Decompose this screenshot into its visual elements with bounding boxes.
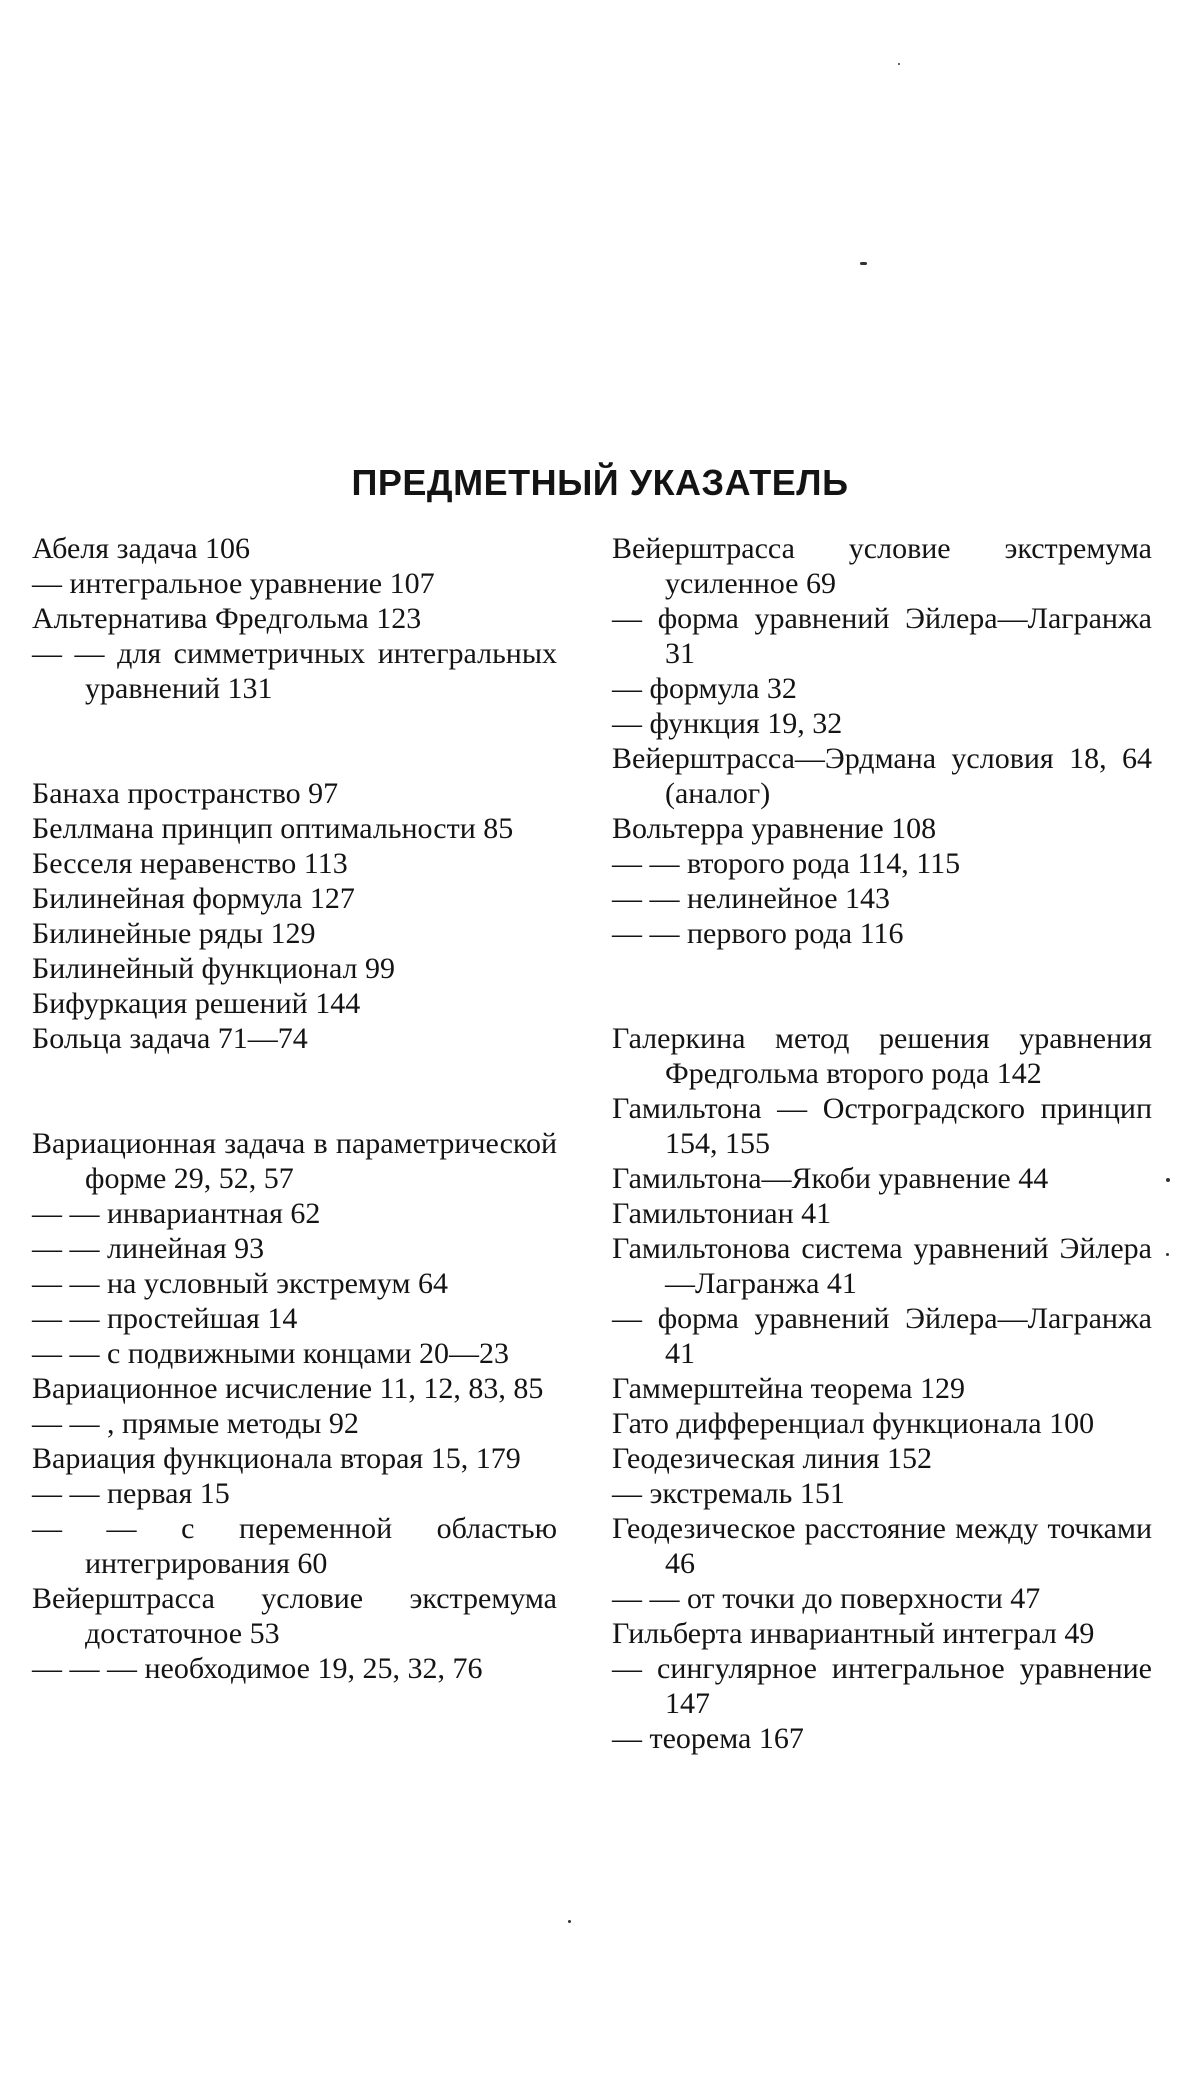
index-entry: — форма уравнений Эйлера—Лагранжа 31 <box>612 602 1152 670</box>
group-spacer <box>612 951 1152 1021</box>
index-entry: — — второго рода 114, 115 <box>612 847 961 880</box>
index-entry: — — инвариантная 62 <box>32 1197 321 1230</box>
letter-group-b <box>32 776 557 1056</box>
group-spacer <box>32 1056 557 1126</box>
index-entry: — — на условный экстремум 64 <box>32 1267 448 1300</box>
index-entry: Геодезическая линия 152 <box>612 1442 932 1475</box>
index-entry: Вейерштрасса—Эрдмана условия 18, 64 (аналог) <box>612 742 1152 810</box>
index-entry: Вольтерра уравнение 108 <box>612 812 937 845</box>
index-entry: Гамильтона — Остроградского принцип 154, 155 <box>612 1092 1152 1160</box>
index-entry: — — первая 15 <box>32 1477 230 1510</box>
letter-group-g <box>612 1021 1152 1756</box>
index-entry: Гамильтонова система уравнений Эйлера—Лагранжа 41 <box>612 1232 1152 1300</box>
index-entry: — сингулярное интегральное уравнение 147 <box>612 1652 1152 1720</box>
index-entry: — — нелинейное 143 <box>612 882 891 915</box>
index-entry: Вариационная задача в параметрической форме 29, 52, 57 <box>32 1127 557 1195</box>
index-entry: Билинейные ряды 129 <box>32 917 316 950</box>
index-entry: — экстремаль 151 <box>612 1477 845 1510</box>
page-title: ПРЕДМЕТНЫЙ УКАЗАТЕЛЬ <box>351 462 849 504</box>
index-entry: — интегральное уравнение 107 <box>32 567 435 600</box>
index-entry: Гамильтона—Якоби уравнение 44 <box>612 1162 1049 1195</box>
index-entry: Галеркина метод решения уравнения Фредгольма второго рода 142 <box>612 1022 1152 1090</box>
letter-group-a <box>32 531 557 706</box>
index-entry: Гаммерштейна теорема 129 <box>612 1372 965 1405</box>
index-entry: — — , прямые методы 92 <box>32 1407 359 1440</box>
index-entry: Беллмана принцип оптимальности 85 <box>32 812 514 845</box>
index-entry: Бифуркация решений 144 <box>32 987 361 1020</box>
index-entry: — — — необходимое 19, 25, 32, 76 <box>32 1652 483 1685</box>
index-entry: Альтернатива Фредгольма 123 <box>32 602 422 635</box>
index-entry: Геодезическое расстояние между точками 46 <box>612 1512 1152 1580</box>
index-entry: — — для симметричных интегральных уравнений 131 <box>32 637 557 705</box>
index-entry: Гато дифференциал функционала 100 <box>612 1407 1095 1440</box>
index-entry: Вариационное исчисление 11, 12, 83, 85 <box>32 1372 544 1405</box>
index-entry: — функция 19, 32 <box>612 707 843 740</box>
left-column <box>32 531 557 1686</box>
index-entry: Гамильтониан 41 <box>612 1197 832 1230</box>
index-entry: — форма уравнений Эйлера—Лагранжа 41 <box>612 1302 1152 1370</box>
index-entry: — — с подвижными концами 20—23 <box>32 1337 509 1370</box>
index-entry: — — с переменной областью интегрирования 60 <box>32 1512 557 1580</box>
index-entry: Абеля задача 106 <box>32 532 251 565</box>
index-entry: — формула 32 <box>612 672 797 705</box>
index-entry: — теорема 167 <box>612 1722 804 1755</box>
index-entry: — — простейшая 14 <box>32 1302 298 1335</box>
index-entry: Банаха пространство 97 <box>32 777 339 810</box>
index-entry: Билинейная формула 127 <box>32 882 355 915</box>
index-entry: Вариация функционала вторая 15, 179 <box>32 1442 521 1475</box>
group-spacer <box>32 706 557 776</box>
index-entry: Вейерштрасса условие экстремума усиленное 69 <box>612 532 1152 600</box>
index-entry: Билинейный функционал 99 <box>32 952 396 985</box>
scan-speck <box>860 262 867 265</box>
index-entry: Больца задача 71—74 <box>32 1022 308 1055</box>
scan-speck <box>1166 1253 1169 1256</box>
index-entry: — — первого рода 116 <box>612 917 904 950</box>
index-entry: — — от точки до поверхности 47 <box>612 1582 1041 1615</box>
letter-group-v <box>32 1126 557 1686</box>
scan-speck <box>568 1920 571 1923</box>
index-entry: Гильберта инвариантный интеграл 49 <box>612 1617 1095 1650</box>
scan-speck <box>1166 1178 1170 1182</box>
index-entry: — — линейная 93 <box>32 1232 265 1265</box>
index-entry: Вейерштрасса условие экстремума достаточное 53 <box>32 1582 557 1650</box>
letter-group-v-continued <box>612 531 1152 951</box>
right-column <box>612 531 1152 1756</box>
scan-speck <box>898 63 900 65</box>
index-entry: Бесселя неравенство 113 <box>32 847 348 880</box>
